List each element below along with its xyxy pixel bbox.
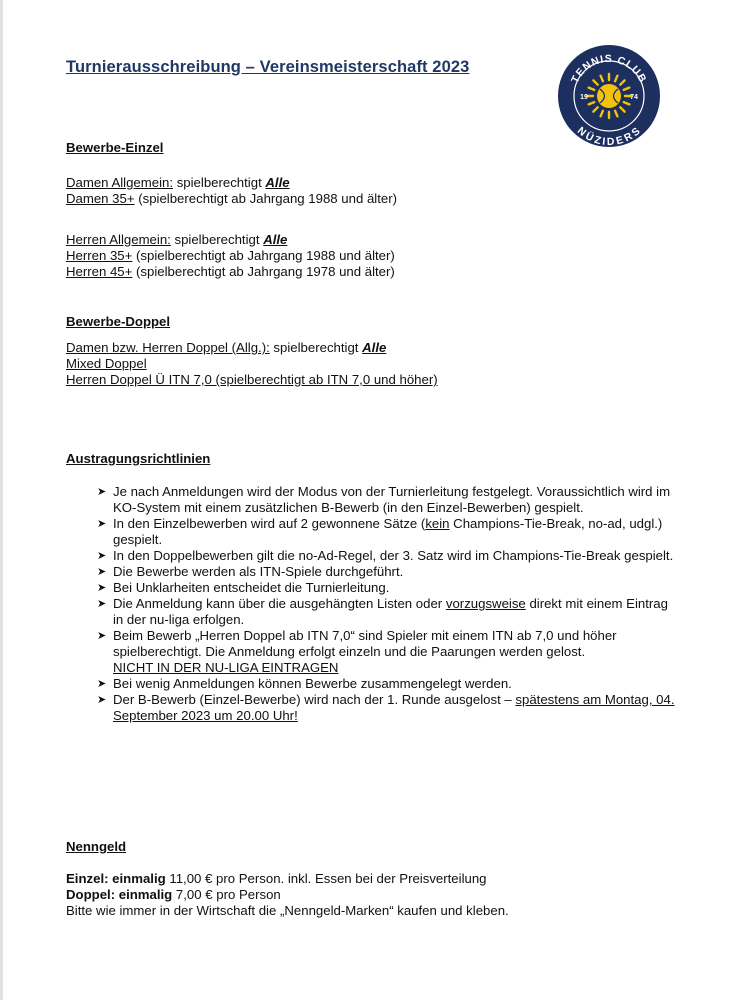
nenngeld-einzel-text: 11,00 € pro Person. inkl. Essen bei der Preisverteilung [165, 871, 487, 886]
deadline-text: spätestens am Montag, 04. September 2023 um 20.00 Uhr! [113, 692, 675, 723]
section-einzel [66, 140, 163, 156]
arrow-bullet-icon: ➤ [97, 550, 107, 562]
section-richtlinien [66, 451, 210, 467]
arrow-bullet-icon: ➤ [97, 678, 107, 690]
doppel-allgemein-label: Damen bzw. Herren Doppel (Allg.): [66, 340, 270, 355]
arrow-bullet-icon: ➤ [97, 630, 107, 642]
herren-35-label: Herren 35+ [66, 248, 133, 263]
logo-sun-icon [587, 74, 631, 118]
doppel-allgemein-row [66, 340, 438, 356]
herren-35-text: (spielberechtigt ab Jahrgang 1988 und älter) [132, 248, 395, 263]
herren-45-text: (spielberechtigt ab Jahrgang 1978 und älter) [132, 264, 395, 279]
nu-liga-note: NICHT IN DER NU-LIGA EINTRAGEN [113, 660, 339, 675]
damen-35-label: Damen 35+ [66, 191, 135, 206]
tennis-club-logo [557, 44, 661, 148]
nenngeld-einzel-label: Einzel: einmalig [66, 871, 166, 886]
section-doppel [66, 314, 170, 330]
list-item: ➤ Beim Bewerb „Herren Doppel ab ITN 7,0“ sind Spieler mit einem ITN ab 7,0 und höher spielberechtigt. Die Anmeldung erfolgt einzeln und die Paarungen werden gelost. NICHT IN DER NU-LIGA EINTRAGEN [97, 628, 617, 675]
arrow-bullet-icon: ➤ [97, 566, 107, 578]
doppel-allgemein-text: spielberechtigt [269, 340, 363, 355]
doppel-list [66, 340, 438, 388]
page-title: Turnierausschreibung – Vereinsmeisterschaft 2023 [66, 58, 470, 76]
arrow-bullet-icon: ➤ [97, 486, 107, 498]
damen-allgemein-label: Damen Allgemein: [66, 175, 174, 190]
herren-35-row [66, 248, 395, 264]
herren-45-row [66, 264, 395, 280]
nenngeld-doppel-row [66, 887, 509, 903]
herren-45-label: Herren 45+ [66, 264, 133, 279]
section-nenngeld [66, 839, 126, 855]
nenngeld-list [66, 871, 509, 919]
doppel-heading: Bewerbe-Doppel [66, 314, 171, 329]
arrow-bullet-icon: ➤ [97, 598, 107, 610]
herren-doppel-itn-row: Herren Doppel Ü ITN 7,0 (spielberechtigt ab ITN 7,0 und höher) [66, 372, 438, 387]
einzel-damen-list [66, 175, 397, 207]
logo-year-left: 19 [580, 94, 588, 101]
list-item: ➤ Die Anmeldung kann über die ausgehängten Listen oder vorzugsweise direkt mit einem Eintrag in der nu-liga erfolgen. [97, 596, 668, 627]
list-item: ➤ Je nach Anmeldungen wird der Modus von der Turnierleitung festgelegt. Voraussichtlich wird im KO-System mit einem zusätzlichen B-Bewerb (in den Einzel-Bewerben) gespielt. [97, 484, 671, 515]
damen-allgemein-alle: Alle [265, 175, 290, 190]
nenngeld-heading: Nenngeld [66, 839, 127, 854]
list-item: ➤ Die Bewerbe werden als ITN-Spiele durchgeführt. [97, 564, 404, 579]
damen-allgemein-text: spielberechtigt [173, 175, 266, 190]
arrow-bullet-icon: ➤ [97, 582, 107, 594]
list-item: ➤ In den Einzelbewerben wird auf 2 gewonnene Sätze (kein Champions-Tie-Break, no-ad, udgl.) gespielt. [97, 516, 663, 547]
nenngeld-hinweis: Bitte wie immer in der Wirtschaft die „Nenngeld-Marken“ kaufen und kleben. [66, 903, 509, 918]
mixed-doppel-row: Mixed Doppel [66, 356, 147, 371]
doppel-allgemein-alle: Alle [362, 340, 387, 355]
einzel-heading: Bewerbe-Einzel [66, 140, 164, 155]
arrow-bullet-icon: ➤ [97, 694, 107, 706]
logo-top-text: TENNIS CLUB [569, 52, 649, 86]
damen-allgemein-row [66, 175, 397, 191]
herren-allgemein-row [66, 232, 395, 248]
nenngeld-doppel-label: Doppel: einmalig [66, 887, 173, 902]
richtlinien-heading: Austragungsrichtlinien [66, 451, 211, 466]
list-item: ➤ Bei wenig Anmeldungen können Bewerbe zusammengelegt werden. [97, 676, 512, 691]
herren-allgemein-alle: Alle [263, 232, 288, 247]
richtlinien-list [97, 484, 677, 724]
nenngeld-doppel-text: 7,00 € pro Person [172, 887, 281, 902]
einzel-herren-list [66, 232, 395, 280]
arrow-bullet-icon: ➤ [97, 518, 107, 530]
damen-35-row [66, 191, 397, 207]
herren-allgemein-text: spielberechtigt [170, 232, 264, 247]
herren-allgemein-label: Herren Allgemein: [66, 232, 171, 247]
logo-bottom-text: NÜZIDERS [574, 124, 644, 148]
list-item: ➤ Bei Unklarheiten entscheidet die Turnierleitung. [97, 580, 390, 595]
list-item: ➤ Der B-Bewerb (Einzel-Bewerbe) wird nach der 1. Runde ausgelost – spätestens am Montag, 04. September 2023 um 20.00 Uhr! [97, 692, 675, 723]
page-edge [0, 0, 3, 1000]
nenngeld-einzel-row [66, 871, 509, 887]
logo-year-right: 74 [630, 94, 638, 101]
damen-35-text: (spielberechtigt ab Jahrgang 1988 und älter) [134, 191, 398, 206]
list-item: ➤ In den Doppelbewerben gilt die no-Ad-Regel, der 3. Satz wird im Champions-Tie-Break gespielt. [97, 548, 674, 563]
